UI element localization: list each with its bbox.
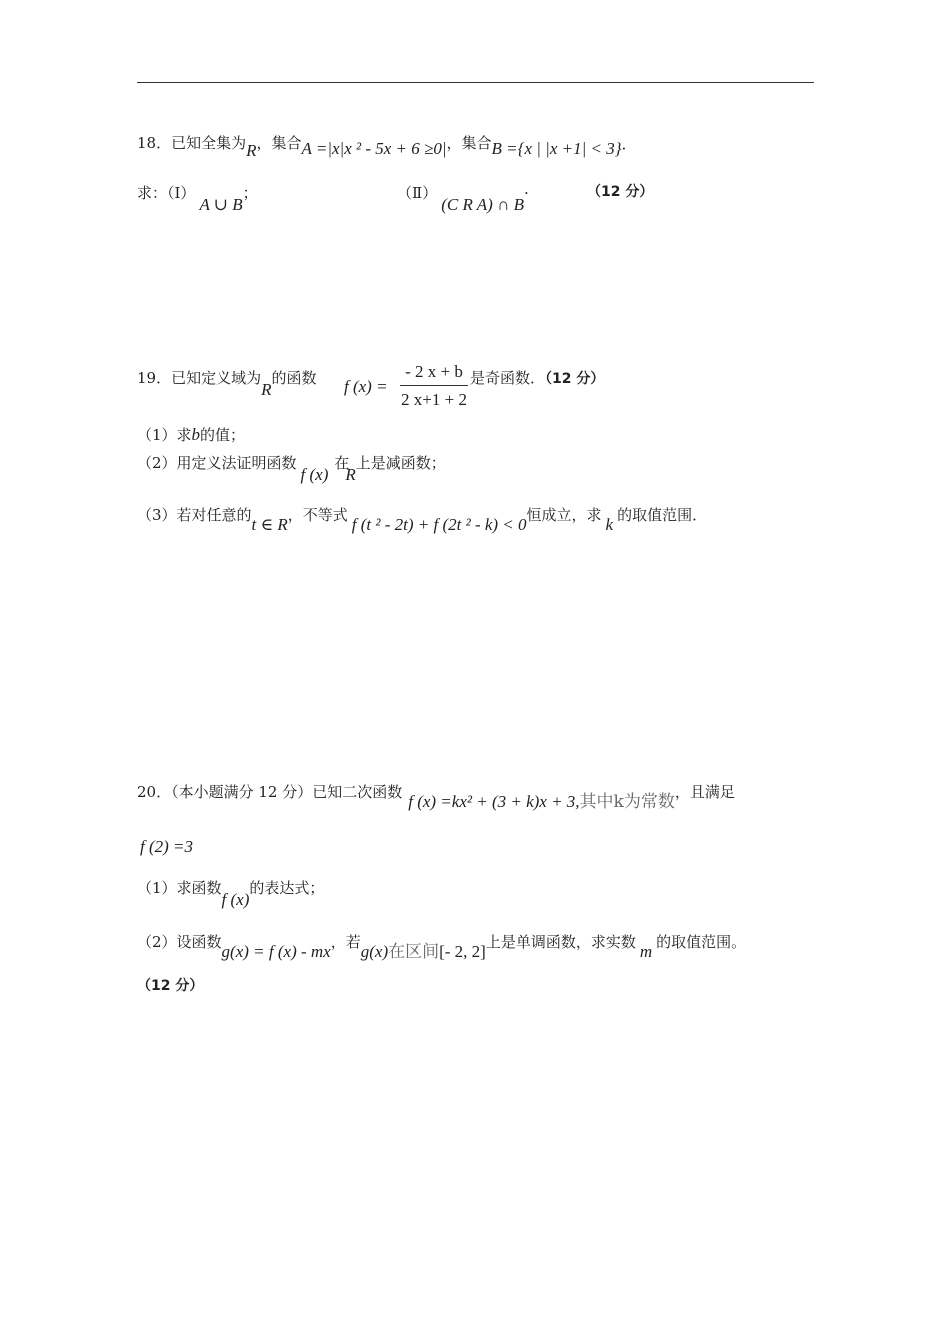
- q18-score: （12 分）: [587, 184, 654, 200]
- q20-sub2-text3: 上是单调函数，求实数: [485, 933, 636, 951]
- q20-number: 20．: [137, 783, 172, 801]
- q18-text3: ，集合: [446, 134, 492, 152]
- q20-text1: （本小题满分 12 分）已知二次函数: [171, 783, 403, 801]
- q19-sub2-fx: f (x): [300, 465, 329, 484]
- question-20-line1: [137, 777, 735, 812]
- question-18-line2: [137, 182, 258, 214]
- q19-sub2-R: R: [345, 465, 356, 484]
- question-18-line1: [137, 132, 626, 160]
- q20-fx: f (x) =kx² + (3 + k)x + 3,: [408, 792, 580, 811]
- q19-sub3-text3: 恒成立，求: [526, 506, 602, 524]
- q18-text2: ，集合: [256, 134, 302, 152]
- q18-part2-expr: (C R A) ∩ B: [441, 195, 524, 214]
- question-18-part2: [397, 182, 529, 214]
- q20-sub2-text2: ，若: [330, 933, 361, 951]
- q20-sub1-text: （1）求函数: [137, 879, 222, 897]
- q19-denominator: 2 x+1 + 2: [401, 390, 467, 409]
- q18-set-B: B ={x | |x +1| < 3}·: [491, 139, 626, 158]
- q19-sub2-text2: 在: [334, 454, 350, 472]
- q20-sub2-text: （2）设函数: [137, 933, 222, 951]
- q19-fraction: [400, 362, 468, 412]
- q20-sub1-text2: 的表达式；: [249, 879, 325, 897]
- q19-fraction-bar: [400, 385, 468, 386]
- q20-sub1: [137, 877, 325, 909]
- q19-text3: 是奇函数．: [470, 369, 546, 387]
- question-19-line1b: [470, 367, 604, 388]
- q19-sub3-k: k: [605, 515, 614, 534]
- q19-sub3-text4: 的取值范围．: [617, 506, 708, 524]
- q20-sub2-text4: 的取值范围。: [656, 933, 747, 951]
- q19-sub2-text3: 上是减函数；: [355, 454, 446, 472]
- q19-sub3-text: （3）若对任意的: [137, 506, 252, 524]
- q18-dot: ·: [524, 184, 529, 202]
- q20-sub2-gx: g(x) = f (x) - mx: [221, 942, 331, 961]
- q19-sub1-text: （1）求: [137, 426, 192, 444]
- question-19-line1: [137, 367, 317, 399]
- q19-sub3: [137, 504, 708, 534]
- q18-number: 18．: [137, 134, 172, 152]
- q19-sub1: [137, 424, 245, 445]
- q19-sub3-t: t ∈ R: [251, 515, 288, 534]
- q18-text1: 已知全集为: [171, 134, 247, 152]
- header-rule: [137, 82, 814, 83]
- q19-text2: 的函数: [271, 369, 317, 387]
- q19-fx: f (x) =: [344, 377, 388, 396]
- q18-ask: 求：（Ⅰ）: [137, 184, 196, 202]
- q19-score: （12 分）: [545, 371, 605, 387]
- q19-sub2: [137, 452, 446, 484]
- q19-text1: 已知定义域为: [171, 369, 262, 387]
- q20-sub1-fx: f (x): [221, 890, 250, 909]
- q19-sub2-text: （2）用定义法证明函数: [137, 454, 297, 472]
- q19-number: 19．: [137, 369, 172, 387]
- q20-score: （12 分）: [137, 978, 204, 994]
- q18-part2-label: （Ⅱ）: [397, 184, 438, 202]
- q20-sub2-gx2: g(x): [360, 942, 389, 961]
- q19-sub1-b: b: [191, 425, 201, 444]
- q20-sub2-interval: [- 2, 2]: [439, 942, 486, 961]
- q19-numerator: - 2 x + b: [405, 362, 463, 381]
- q20-sub2-m: m: [639, 942, 653, 961]
- q20-sub2-interval-label: 在区间: [388, 942, 440, 962]
- q18-semicolon: ；: [242, 184, 258, 202]
- q19-sub1-text2: 的值；: [200, 426, 246, 444]
- q20-constant-note: 其中k为常数: [579, 792, 675, 812]
- q20-sub2: [137, 927, 747, 962]
- q20-condition: f (2) =3: [140, 837, 194, 856]
- q18-part1: A ∪ B: [199, 195, 243, 214]
- q20-text3: ，且满足: [674, 783, 735, 801]
- q18-set-R: R: [246, 141, 257, 160]
- q19-set-R: R: [261, 380, 272, 399]
- q18-set-A: A =|x|x ² - 5x + 6 ≥0|: [301, 139, 447, 158]
- q19-sub3-text2: ，不等式: [287, 506, 348, 524]
- q19-sub3-inequality: f (t ² - 2t) + f (2t ² - k) < 0: [351, 515, 527, 534]
